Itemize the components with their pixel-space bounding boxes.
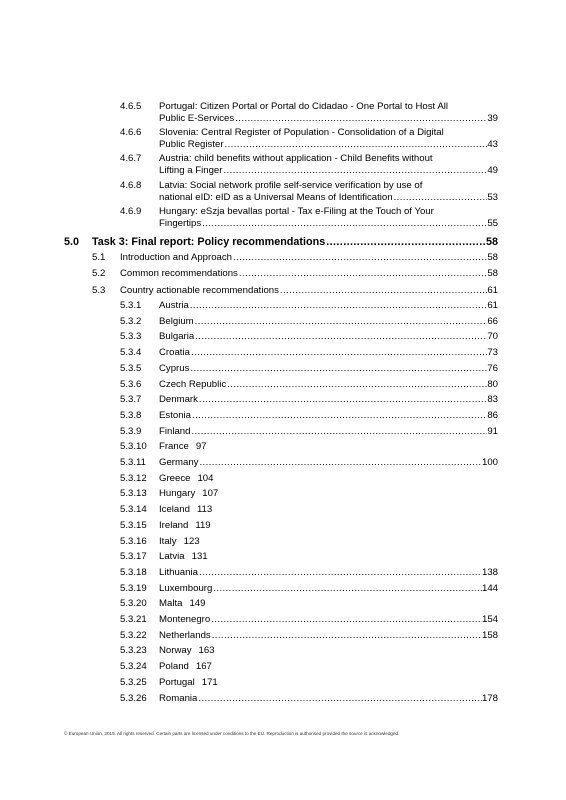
entry-page-number: 100 <box>481 457 498 468</box>
toc-country-entry[interactable] <box>0 661 566 673</box>
entry-number: 5.3.18 <box>120 566 147 578</box>
entry-number: 5.3.13 <box>120 488 147 500</box>
entry-number: 5.3.9 <box>120 425 142 437</box>
toc-country-entry[interactable] <box>0 457 566 469</box>
toc-section-entry[interactable] <box>0 285 566 297</box>
entry-title: Luxembourg <box>159 582 213 594</box>
toc-country-entry[interactable] <box>0 473 566 485</box>
dot-leader <box>195 316 488 328</box>
entry-page-number: 58 <box>487 252 498 263</box>
dot-leader <box>199 457 482 469</box>
entry-page-number: 158 <box>481 629 498 641</box>
entry-page-number: 49 <box>487 165 498 177</box>
toc-country-entry[interactable] <box>0 363 566 375</box>
entry-number: 5.3.16 <box>120 535 147 547</box>
dot-leader <box>223 165 487 177</box>
entry-title: Introduction and Approach <box>120 252 233 263</box>
dot-leader <box>192 410 487 422</box>
entry-number: 5.3 <box>92 284 106 296</box>
entry-page-number: 61 <box>487 300 498 311</box>
entry-number: 5.3.20 <box>120 598 147 610</box>
entry-number: 5.0 <box>64 236 80 248</box>
entry-number: 5.3.22 <box>120 629 147 641</box>
entry-page-number: 171 <box>201 676 218 688</box>
entry-title: Task 3: Final report: Policy recommendations <box>92 236 326 248</box>
entry-title: Fingertips <box>159 217 202 229</box>
entry-page-number: 83 <box>487 394 498 406</box>
toc-country-entry[interactable] <box>0 331 566 343</box>
entry-title: Slovenia: Central Register of Population - Consolidation of a Digital <box>159 127 444 139</box>
entry-title: national eID: eID as a Universal Means of Identification <box>159 191 393 203</box>
toc-section-entry[interactable] <box>0 252 566 264</box>
entry-number: 5.3.21 <box>120 614 147 625</box>
toc-country-entry[interactable] <box>0 598 566 610</box>
toc-subentry-line1[interactable] <box>0 180 566 192</box>
entry-number: 5.3.8 <box>120 409 142 421</box>
entry-title: Italy <box>159 535 177 547</box>
entry-title: Country actionable recommendations <box>120 284 279 296</box>
entry-title: Finland <box>159 425 191 437</box>
entry-number: 5.2 <box>92 268 106 280</box>
entry-number: 5.3.26 <box>120 692 147 704</box>
toc-country-entry[interactable] <box>0 693 566 705</box>
dot-leader <box>190 300 487 312</box>
toc-subentry[interactable] <box>0 113 566 125</box>
entry-number: 5.3.12 <box>120 472 147 484</box>
entry-number: 4.6.7 <box>120 153 142 165</box>
dot-leader <box>225 139 488 151</box>
toc-country-entry[interactable] <box>0 614 566 626</box>
dot-leader <box>191 426 487 438</box>
entry-number: 4.6.8 <box>120 179 142 191</box>
toc-section-entry[interactable] <box>0 268 566 280</box>
copyright-footer: © European Union, 2019. All rights reserved. Certain parts are licensed under conditions to the EU. Reproduction is authorised provided the source is acknowledged. <box>64 731 400 736</box>
dot-leader <box>191 347 487 359</box>
toc-country-entry[interactable] <box>0 520 566 532</box>
entry-number: 5.3.24 <box>120 661 147 673</box>
toc-country-entry[interactable] <box>0 300 566 312</box>
entry-number: 5.3.11 <box>120 457 146 468</box>
entry-page-number: 91 <box>487 425 498 437</box>
toc-subentry[interactable] <box>0 165 566 177</box>
dot-leader <box>227 379 487 391</box>
entry-page-number: 113 <box>196 504 213 516</box>
dot-leader <box>212 630 482 642</box>
toc-country-entry[interactable] <box>0 347 566 359</box>
dot-leader <box>190 363 487 375</box>
entry-title: Montenegro <box>159 614 211 625</box>
entry-title: Cyprus <box>159 362 190 374</box>
entry-page-number: 107 <box>202 488 219 500</box>
entry-title: Hungary: eSzja bevallas portal - Tax e-Filing at the Touch of Your <box>159 205 434 217</box>
entry-title: Austria: child benefits without application - Child Benefits without <box>159 153 433 165</box>
toc-country-entry[interactable] <box>0 677 566 689</box>
entry-page-number: 73 <box>487 347 498 359</box>
entry-title: Public Register <box>159 139 224 151</box>
toc-country-entry[interactable] <box>0 504 566 516</box>
toc-country-entry[interactable] <box>0 441 566 453</box>
dot-leader <box>213 583 482 595</box>
entry-page-number: 131 <box>191 551 208 563</box>
entry-title: Denmark <box>159 394 198 406</box>
entry-title: France <box>159 441 189 453</box>
entry-number: 5.3.7 <box>120 394 142 406</box>
dot-leader <box>195 331 487 343</box>
entry-number: 5.3.1 <box>120 300 142 311</box>
entry-title: Portugal <box>159 676 195 688</box>
entry-number: 5.3.10 <box>120 441 147 453</box>
toc-subentry-line1[interactable] <box>0 101 566 113</box>
entry-page-number: 138 <box>481 566 498 578</box>
dot-leader <box>233 252 487 264</box>
entry-number: 5.3.5 <box>120 362 142 374</box>
toc-country-entry[interactable] <box>0 583 566 595</box>
entry-page-number: 43 <box>487 139 498 151</box>
entry-title: Portugal: Citizen Portal or Portal do Cidadao - One Portal to Host All <box>159 101 449 112</box>
entry-title: Germany <box>159 457 199 468</box>
entry-number: 5.3.23 <box>120 645 147 657</box>
entry-title: Netherlands <box>159 629 211 641</box>
toc-country-entry[interactable] <box>0 645 566 657</box>
entry-page-number: 39 <box>487 113 498 124</box>
entry-page-number: 154 <box>481 614 498 625</box>
toc-country-entry[interactable] <box>0 426 566 438</box>
entry-number: 5.3.15 <box>120 519 147 531</box>
toc-country-entry[interactable] <box>0 567 566 579</box>
entry-page-number: 97 <box>195 441 207 453</box>
entry-title: Romania <box>159 692 198 704</box>
entry-title: Poland <box>159 661 189 673</box>
entry-title: Public E-Services <box>159 113 235 124</box>
toc-country-entry[interactable] <box>0 536 566 548</box>
entry-page-number: 66 <box>487 315 498 327</box>
entry-title: Ireland <box>159 519 189 531</box>
entry-page-number: 76 <box>487 362 498 374</box>
entry-number: 5.3.6 <box>120 378 142 390</box>
entry-title: Bulgaria <box>159 331 195 343</box>
entry-title: Austria <box>159 300 189 311</box>
entry-number: 5.3.17 <box>120 551 147 563</box>
entry-number: 4.6.5 <box>120 101 142 112</box>
toc-country-entry[interactable] <box>0 394 566 406</box>
entry-title: Greece <box>159 472 191 484</box>
entry-title: Latvia <box>159 551 185 563</box>
dot-leader <box>211 614 482 626</box>
dot-leader <box>280 285 487 297</box>
entry-title: Malta <box>159 598 183 610</box>
toc-subentry[interactable] <box>0 218 566 230</box>
toc-subentry-line1[interactable] <box>0 127 566 139</box>
toc-chapter-entry[interactable] <box>0 236 566 248</box>
entry-number: 5.3.4 <box>120 347 142 359</box>
entry-page-number: 70 <box>487 331 498 343</box>
entry-number: 5.3.25 <box>120 676 147 688</box>
entry-page-number: 119 <box>195 519 211 531</box>
toc-country-entry[interactable] <box>0 316 566 328</box>
entry-page-number: 163 <box>198 645 215 657</box>
entry-page-number: 53 <box>487 191 498 203</box>
entry-page-number: 58 <box>485 236 498 248</box>
entry-page-number: 86 <box>487 409 498 421</box>
entry-number: 5.3.19 <box>120 582 147 594</box>
toc-country-entry[interactable] <box>0 488 566 500</box>
entry-title: Czech Republic <box>159 378 227 390</box>
entry-number: 5.3.2 <box>120 315 142 327</box>
toc-subentry[interactable] <box>0 192 566 204</box>
entry-number: 5.3.14 <box>120 504 147 516</box>
entry-page-number: 58 <box>487 268 498 280</box>
toc-country-entry[interactable] <box>0 410 566 422</box>
dot-leader <box>199 394 487 406</box>
toc-subentry-line1[interactable] <box>0 153 566 165</box>
dot-leader <box>202 218 487 230</box>
toc-subentry-line1[interactable] <box>0 206 566 218</box>
entry-title: Latvia: Social network profile self-service verification by use of <box>159 179 423 191</box>
entry-page-number: 123 <box>183 535 200 547</box>
entry-number: 4.6.9 <box>120 205 142 217</box>
toc-country-entry[interactable] <box>0 551 566 563</box>
entry-title: Norway <box>159 645 192 657</box>
entry-number: 5.1 <box>92 252 106 263</box>
entry-page-number: 80 <box>487 378 498 390</box>
entry-page-number: 61 <box>487 284 498 296</box>
entry-page-number: 55 <box>487 217 498 229</box>
entry-page-number: 104 <box>197 472 214 484</box>
dot-leader <box>198 693 482 705</box>
entry-page-number: 178 <box>481 692 498 704</box>
toc-subentry[interactable] <box>0 139 566 151</box>
dot-leader <box>235 113 487 125</box>
entry-number: 4.6.6 <box>120 127 142 139</box>
entry-title: Lithuania <box>159 566 198 578</box>
entry-title: Hungary <box>159 488 196 500</box>
entry-title: Estonia <box>159 409 191 421</box>
entry-number: 5.3.3 <box>120 331 142 343</box>
dot-leader <box>394 192 488 204</box>
dot-leader <box>239 268 487 280</box>
dot-leader <box>199 567 482 579</box>
dot-leader <box>326 236 486 248</box>
entry-page-number: 144 <box>481 582 498 594</box>
toc-country-entry[interactable] <box>0 379 566 391</box>
entry-title: Lifting a Finger <box>159 165 223 177</box>
entry-title: Iceland <box>159 504 190 516</box>
entry-page-number: 167 <box>195 661 212 673</box>
entry-title: Belgium <box>159 315 194 327</box>
entry-title: Common recommendations <box>120 268 238 280</box>
toc-country-entry[interactable] <box>0 630 566 642</box>
entry-page-number: 149 <box>189 598 206 610</box>
entry-title: Croatia <box>159 347 190 359</box>
